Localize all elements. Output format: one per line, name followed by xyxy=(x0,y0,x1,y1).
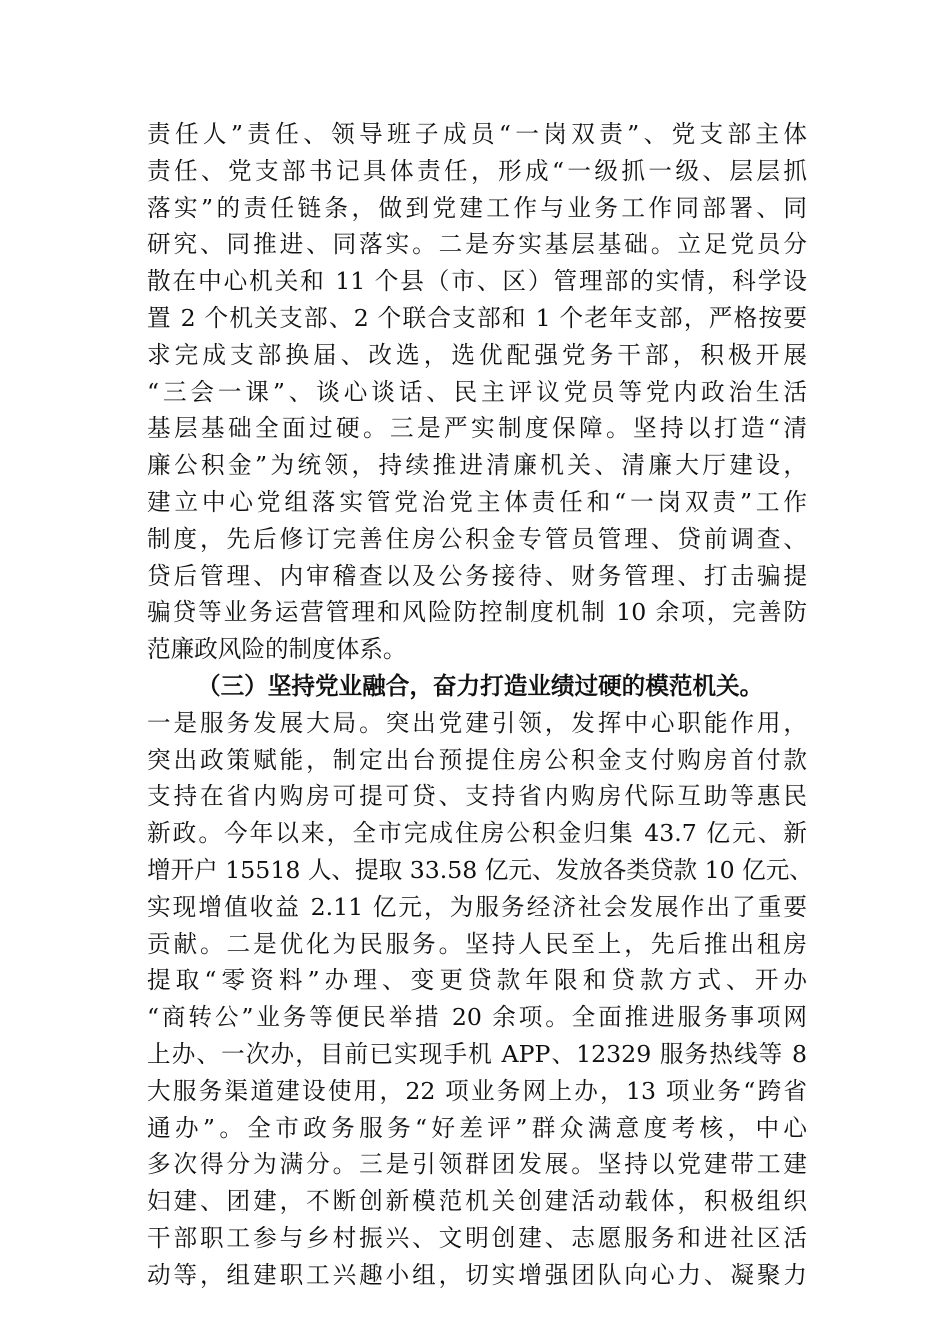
text-line: 贷后管理、内审稽查以及公务接待、财务管理、打击骗提 xyxy=(147,561,807,590)
text-line: 大服务渠道建设使用，22 项业务网上办，13 项业务“跨省 xyxy=(147,1076,807,1105)
text-line: 新政。今年以来，全市完成住房公积金归集 43.7 亿元、新 xyxy=(147,819,807,848)
text-line: 制度，先后修订完善住房公积金专管员管理、贷前调查、 xyxy=(147,524,807,553)
text-line: 一是服务发展大局。突出党建引领，发挥中心职能作用， xyxy=(147,708,807,737)
section-heading: （三）坚持党业融合，奋力打造业绩过硬的模范机关。 xyxy=(197,671,764,700)
text-line: 突出政策赋能，制定出台预提住房公积金支付购房首付款 xyxy=(147,745,807,774)
text-line: 置 2 个机关支部、2 个联合支部和 1 个老年支部，严格按要 xyxy=(147,303,807,332)
text-line: 上办、一次办，目前已实现手机 APP、12329 服务热线等 8 xyxy=(147,1039,807,1068)
text-line: 研究、同推进、同落实。二是夯实基层基础。立足党员分 xyxy=(147,230,807,259)
text-line: 责任人”责任、领导班子成员“一岗双责”、党支部主体 xyxy=(147,120,807,148)
text-line: 基层基础全面过硬。三是严实制度保障。坚持以打造“清 xyxy=(147,414,807,443)
text-line: 实现增值收益 2.11 亿元，为服务经济社会发展作出了重要 xyxy=(147,892,807,921)
text-line: 通办”。全市政务服务“好差评”群众满意度考核，中心 xyxy=(147,1113,807,1142)
text-line: 建立中心党组落实管党治党主体责任和“一岗双责”工作 xyxy=(147,487,807,516)
text-line: “三会一课”、谈心谈话、民主评议党员等党内政治生活 xyxy=(147,377,807,406)
text-line: 干部职工参与乡村振兴、文明创建、志愿服务和进社区活 xyxy=(147,1223,807,1252)
text-line: 提取“零资料”办理、变更贷款年限和贷款方式、开办 xyxy=(147,966,807,995)
text-line: 责任、党支部书记具体责任，形成“一级抓一级、层层抓 xyxy=(147,156,807,185)
text-line: 散在中心机关和 11 个县（市、区）管理部的实情，科学设 xyxy=(147,267,807,296)
text-line: 廉公积金”为统领，持续推进清廉机关、清廉大厅建设， xyxy=(147,451,807,480)
text-line: 动等，组建职工兴趣小组，切实增强团队向心力、凝聚力 xyxy=(147,1260,807,1289)
text-line: 增开户 15518 人、提取 33.58 亿元、发放各类贷款 10 亿元、 xyxy=(147,855,813,884)
text-line: 妇建、团建，不断创新模范机关创建活动载体，积极组织 xyxy=(147,1187,807,1216)
text-line: “商转公”业务等便民举措 20 余项。全面推进服务事项网 xyxy=(147,1003,807,1032)
text-line: 支持在省内购房可提可贷、支持省内购房代际互助等惠民 xyxy=(147,782,807,811)
text-line: 贡献。二是优化为民服务。坚持人民至上，先后推出租房 xyxy=(147,929,807,958)
text-line: 多次得分为满分。三是引领群团发展。坚持以党建带工建 xyxy=(147,1150,807,1179)
text-line: 骗贷等业务运营管理和风险防控制度机制 10 余项，完善防 xyxy=(147,598,807,627)
text-line: 落实”的责任链条，做到党建工作与业务工作同部署、同 xyxy=(147,193,807,222)
text-line: 求完成支部换届、改选，选优配强党务干部，积极开展 xyxy=(147,340,807,369)
paragraph-end-line: 范廉政风险的制度体系。 xyxy=(147,635,407,664)
body-text xyxy=(147,116,813,1294)
